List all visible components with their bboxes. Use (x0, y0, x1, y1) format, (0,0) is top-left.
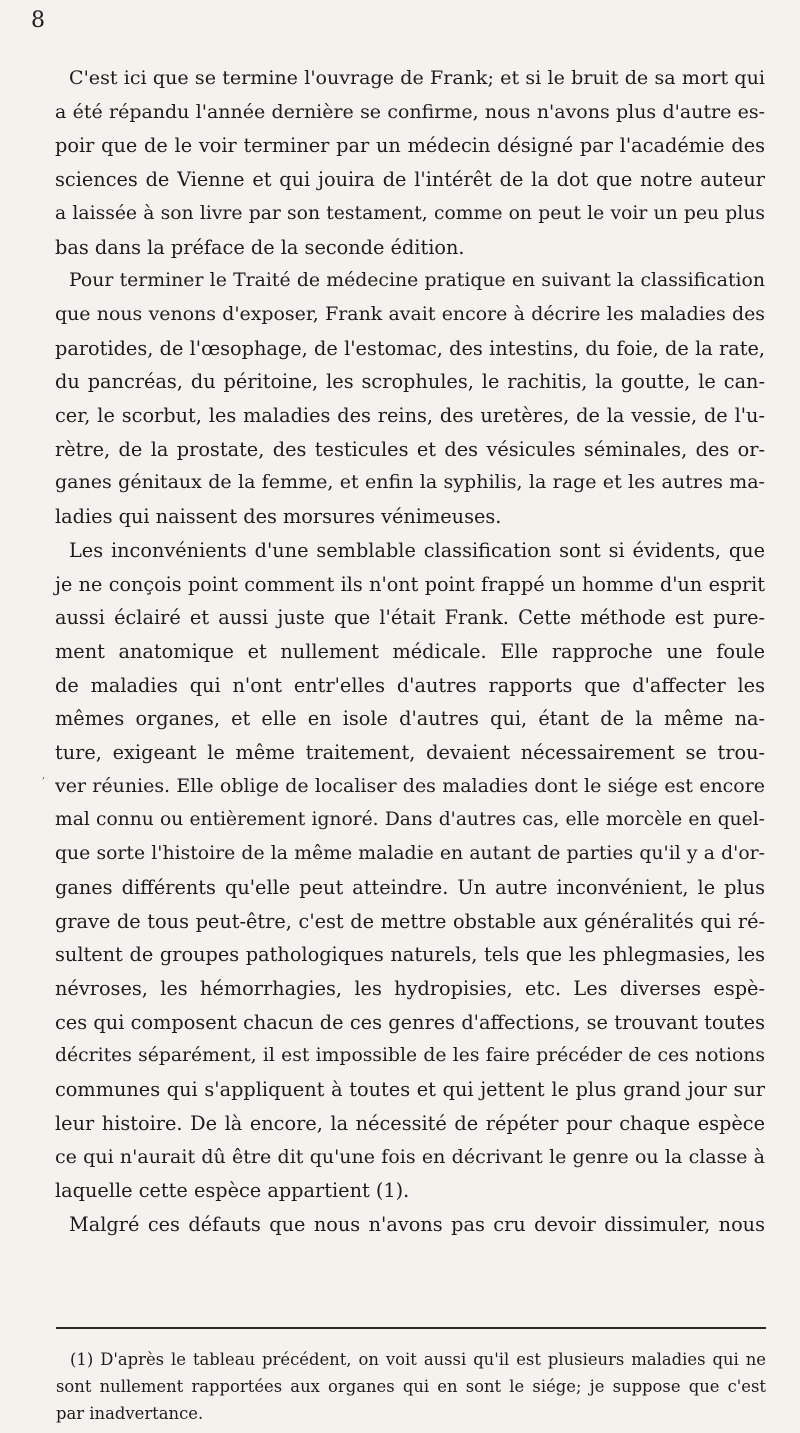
text-line: de maladies qui n'ont entr'elles d'autres rapports que d'affecter les (55, 673, 765, 697)
text-line: a été répandu l'année dernière se confirme, nous n'avons plus d'autre es- (55, 100, 765, 123)
text-line: mêmes organes, et elle en isole d'autres qui, étant de la même na- (55, 707, 765, 731)
text-line: bas dans la préface de la seconde édition. (55, 235, 465, 259)
text-line: rètre, de la prostate, des testicules et des vésicules séminales, des or- (55, 437, 765, 461)
text-line: ver réunies. Elle oblige de localiser des maladies dont le siége est encore (55, 774, 765, 797)
text-line: grave de tous peut-être, c'est de mettre obstable aux généralités qui ré- (55, 909, 765, 933)
text-line: C'est ici que se termine l'ouvrage de Frank; et si le bruit de sa mort qui (69, 67, 765, 89)
text-line: ganes génitaux de la femme, et enfin la syphilis, la rage et les autres ma- (55, 471, 765, 494)
text-line: poir que de le voir terminer par un médecin désigné par l'académie des (55, 134, 765, 158)
text-line: ment anatomique et nullement médicale. Elle rapproche une foule (55, 639, 765, 663)
margin-mark: , (42, 770, 46, 781)
text-line: a laissée à son livre par son testament, comme on peut le voir un peu plus (55, 202, 765, 224)
text-line: aussi éclairé et aussi juste que l'était Frank. Cette méthode est pure- (55, 606, 765, 630)
text-line: ladies qui naissent des morsures vénimeuses. (55, 505, 502, 529)
text-line: Pour terminer le Traité de médecine pratique en suivant la classification (69, 270, 765, 292)
text-line: cer, le scorbut, les maladies des reins, des uretères, de la vessie, de l'u- (55, 404, 765, 428)
text-line: Les inconvénients d'une semblable classification sont si évidents, que (69, 538, 765, 562)
footnote-line: (1) D'après le tableau précédent, on voit aussi qu'il est plusieurs maladies qui ne (70, 1350, 766, 1369)
text-line: que sorte l'histoire de la même maladie en autant de parties qu'il y a d'or- (55, 843, 765, 865)
text-line: sciences de Vienne et qui jouira de l'intérêt de la dot que notre auteur (55, 168, 765, 192)
text-line: communes qui s'appliquent à toutes et qui jettent le plus grand jour sur (55, 1078, 765, 1102)
text-line: névroses, les hémorrhagies, les hydropisies, etc. Les diverses espè- (55, 976, 765, 1000)
footnote-line: sont nullement rapportées aux organes qui en sont le siége; je suppose que c'est (56, 1377, 766, 1396)
footnote-line: par inadvertance. (56, 1404, 204, 1423)
footnote (56, 1346, 766, 1427)
text-line: Malgré ces défauts que nous n'avons pas cru devoir dissimuler, nous (69, 1212, 765, 1236)
text-line: mal connu ou entièrement ignoré. Dans d'autres cas, elle morcèle en quel- (55, 809, 765, 831)
text-line: ganes différents qu'elle peut atteindre. Un autre inconvénient, le plus (55, 875, 765, 899)
footnote-rule (56, 1327, 766, 1329)
text-line: ces qui composent chacun de ces genres d'affections, se trouvant toutes (55, 1010, 765, 1034)
text-line: laquelle cette espèce appartient (1). (55, 1179, 410, 1203)
text-line: leur histoire. De là encore, la nécessité de répéter pour chaque espèce (55, 1111, 765, 1135)
body-text (55, 62, 765, 1242)
text-line: parotides, de l'œsophage, de l'estomac, des intestins, du foie, de la rate, (55, 336, 765, 360)
text-line: ce qui n'aurait dû être dit qu'une fois en décrivant le genre ou la classe à (55, 1145, 765, 1168)
page-number: 8 (31, 8, 45, 33)
text-line: que nous venons d'exposer, Frank avait encore à décrire les maladies des (55, 302, 765, 325)
text-line: décrites séparément, il est impossible de les faire précéder de ces notions (55, 1045, 765, 1067)
text-line: je ne conçois point comment ils n'ont point frappé un homme d'un esprit (55, 572, 765, 596)
text-line: sultent de groupes pathologiques naturels, tels que les phlegmasies, les (55, 943, 765, 967)
text-line: ture, exigeant le même traitement, devaient nécessairement se trou- (55, 741, 765, 765)
text-line: du pancréas, du péritoine, les scrophules, le rachitis, la goutte, le can- (55, 370, 765, 394)
